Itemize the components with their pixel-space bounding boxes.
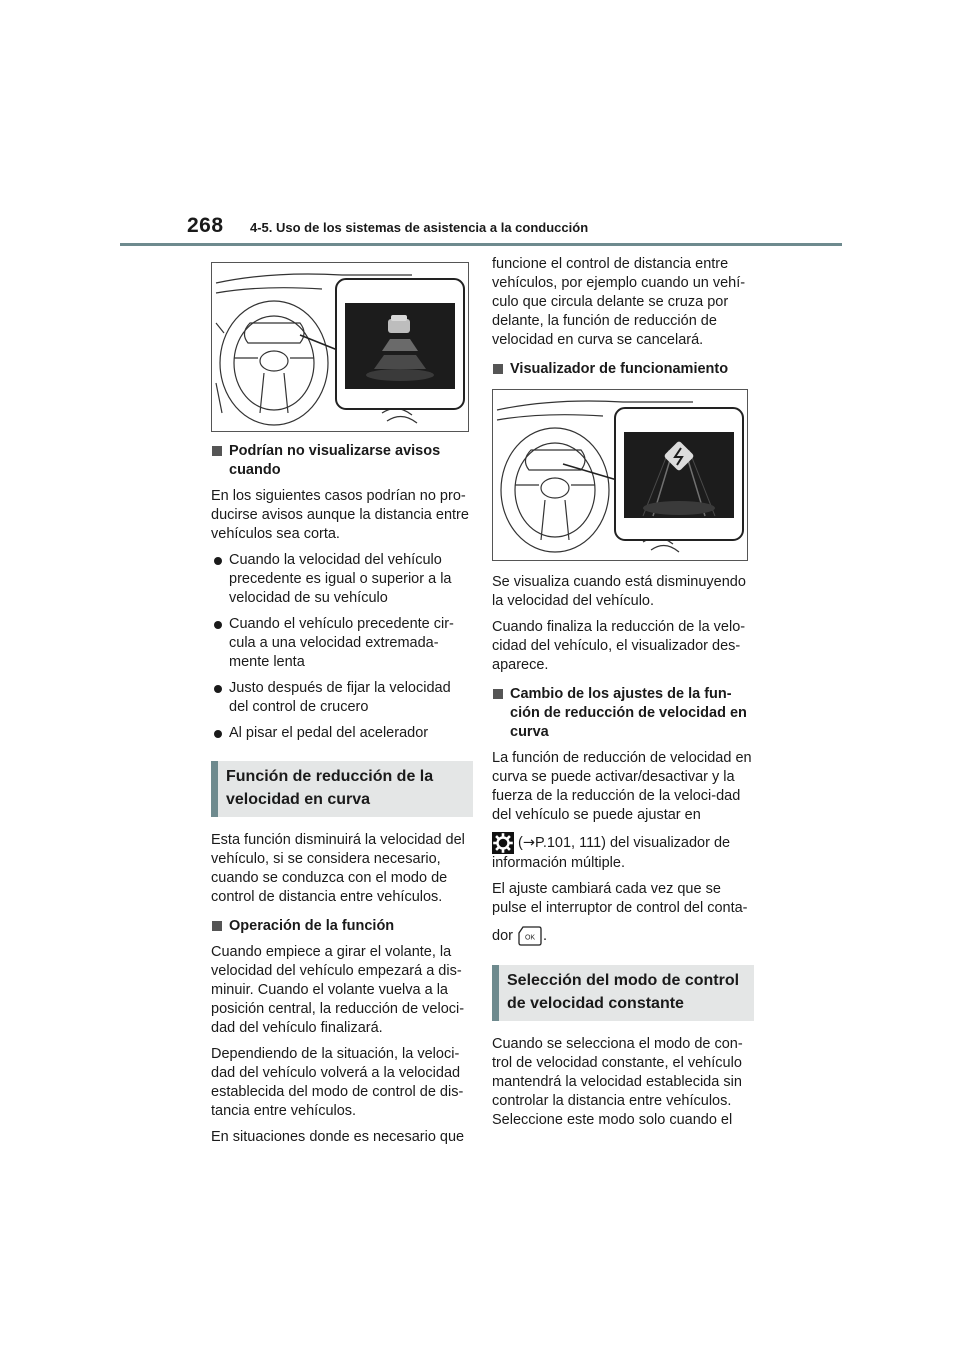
list-item: Justo después de fijar la velocidad del control de crucero xyxy=(211,679,473,717)
settings-paragraph-2: El ajuste cambiará cada vez que se pulse el interruptor de control del conta- xyxy=(492,881,748,916)
constant-paragraph-1: Cuando se selecciona el modo de con-trol de velocidad constante, el vehículo mantendrá la velocidad establecida sin controlar la distancia entre vehículos. Seleccione este modo solo cuando el xyxy=(492,1036,743,1128)
settings-paragraph-1: La función de reducción de velocidad en curva se puede activar/desactivar y la fuerza de la reducción de la veloci-dad del vehículo se puede ajustar en xyxy=(492,750,752,823)
ok-switch-icon xyxy=(517,925,543,947)
figure-curve-reduction-display xyxy=(492,389,748,561)
section-title: 4-5. Uso de los sistemas de asistencia a la conducción xyxy=(250,220,589,235)
operation-paragraph-1: Cuando empiece a girar el volante, la velocidad del vehículo empezará a dis-minuir. Cuando el volante vuelva a la posición central, la reducción de veloci-dad del vehículo finalizará. xyxy=(211,944,465,1036)
square-bullet-icon xyxy=(493,364,503,374)
heading-function-operation: Operación de la función xyxy=(211,917,473,936)
list-item: Al pisar el pedal del acelerador xyxy=(211,724,473,743)
bullet-icon xyxy=(214,730,222,738)
square-bullet-icon xyxy=(212,446,222,456)
square-bullet-icon xyxy=(493,689,503,699)
heading-warnings-not-displayed: Podrían no visualizarse avisos cuando xyxy=(211,442,473,480)
preceding-vehicle-icon xyxy=(388,315,410,333)
settings-paragraph-2-end: dor OK . xyxy=(492,925,754,947)
bullet-icon xyxy=(214,621,222,629)
display-paragraph-1: Se visualiza cuando está disminuyendo la velocidad del vehículo. xyxy=(492,574,746,609)
page-header xyxy=(0,0,960,250)
gear-icon xyxy=(492,832,514,854)
warnings-intro: En los siguientes casos podrían no pro-ducirse avisos aunque la distancia entre vehículos sea corta. xyxy=(211,488,469,542)
curve-intro: Esta función disminuirá la velocidad del vehículo, si se considera necesario, cuando se conduzca con el modo de control de distancia entre vehículos. xyxy=(211,832,465,905)
settings-reference: (→P.101, 111) del visualizador de información múltiple. xyxy=(492,832,754,873)
figure-dashboard-following-display xyxy=(211,262,469,432)
heading-change-settings: Cambio de los ajustes de la fun-ción de reducción de velocidad en curva xyxy=(492,685,754,742)
page-number: 268 xyxy=(187,214,224,237)
operation-paragraph-2: Dependiendo de la situación, la veloci-dad del vehículo volverá a la velocidad establecida del modo de control de dis-tancia entre vehículos. xyxy=(211,1046,464,1119)
right-column xyxy=(492,255,754,1137)
section-box-constant-speed: Selección del modo de control de velocidad constante xyxy=(492,965,754,1021)
list-item: Cuando el vehículo precedente cir-cula a una velocidad extremada-mente lenta xyxy=(211,615,473,672)
left-column xyxy=(211,262,473,1154)
continuation-paragraph: funcione el control de distancia entre vehículos, por ejemplo cuando un vehí-culo que circula delante se cruza por delante, la función de reducción de velocidad en curva se cancelará. xyxy=(492,256,746,348)
list-item: Cuando la velocidad del vehículo precedente es igual o superior a la velocidad de su vehículo xyxy=(211,551,473,608)
operation-paragraph-3: En situaciones donde es necesario que xyxy=(211,1129,465,1145)
display-paragraph-2: Cuando finaliza la reducción de la velo-cidad del vehículo, el visualizador des-aparece. xyxy=(492,619,746,673)
ok-switch-label: OK xyxy=(524,934,536,942)
bullet-icon xyxy=(214,685,222,693)
dashboard-illustration xyxy=(493,390,747,560)
heading-operation-display: Visualizador de funcionamiento xyxy=(492,360,754,379)
header-rule xyxy=(120,243,842,246)
reference-arrow: → xyxy=(522,834,536,851)
section-box-curve-speed-reduction: Función de reducción de la velocidad en curva xyxy=(211,761,473,817)
dashboard-illustration xyxy=(212,263,468,431)
bullet-icon xyxy=(214,557,222,565)
square-bullet-icon xyxy=(212,921,222,931)
